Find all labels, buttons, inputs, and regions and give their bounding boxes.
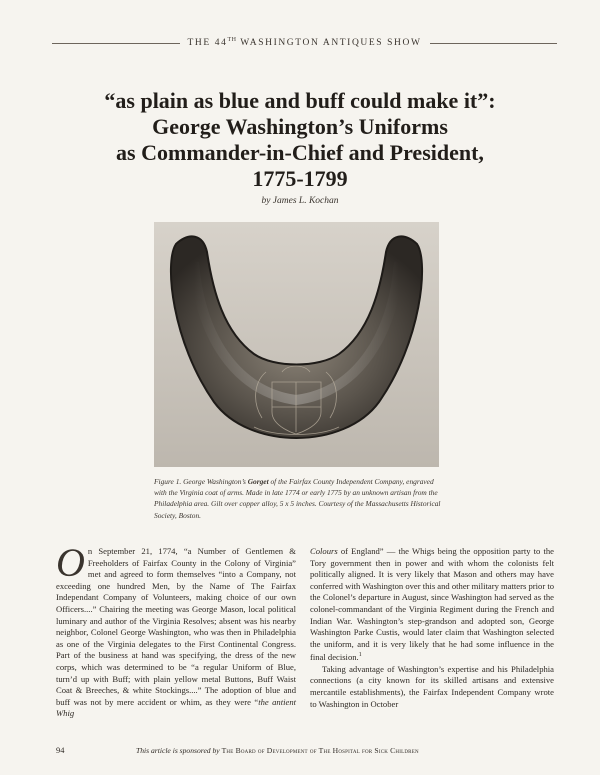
page-number: 94 bbox=[56, 746, 65, 755]
title-line-2: George Washington’s Uniforms bbox=[152, 114, 448, 139]
article-column-right bbox=[310, 546, 554, 710]
title-line-4: 1775-1799 bbox=[252, 166, 348, 191]
paragraph-2: Taking advantage of Washington’s expertise and his Philadelphia connections (a city known for its skilled artisans and extensive mercantile establishments), the Fairfax Independent Company wrote to Washington in October bbox=[310, 663, 554, 709]
byline: by James L. Kochan bbox=[261, 196, 339, 206]
figure-caption bbox=[154, 476, 444, 521]
header-rule-left bbox=[52, 43, 180, 44]
gorget-image bbox=[154, 222, 439, 467]
header-post: WASHINGTON ANTIQUES SHOW bbox=[236, 38, 422, 49]
caption-gorget: Gorget bbox=[247, 477, 269, 486]
title-line-1: “as plain as blue and buff could make it”: bbox=[104, 88, 496, 113]
paragraph-1-cont-text: of England” — the Whigs being the opposition party to the Tory government then in power and with whom the colonists felt politically aligned. It is very likely that Mason and others may have conferred with Washington over this and other military matters prior to the Colonel’s departure in August, since Washington had served as the colonel-commandant of the Virginia Regiment during the French and Indian War. Washington’s step-grandson and adopted son, George Washington Parke Custis, would later claim that Washington selected the uniform, and it is very likely that he had some influence in the final decision. bbox=[310, 546, 555, 663]
paragraph-1-text: n September 21, 1774, “a Number of Gentlemen & Freeholders of Fairfax County in the Colony of Virginia” met and agreed to form themselves “into a Company, not exceeding one hundred Men, by the Name of The Fairfax Independant Company of Volunteers, making choice of our own Officers....” Chairing the meeting was George Mason, local political luminary and author of the Virginia Resolves; absent was his nearby neighbor, Colonel George Washington, who was then in Philadelphia as one of the Virginia delegates to the First Continental Congress. Part of the business at hand was specifying, the dress of the new corps, which was determined to be “a regular Uniform of Blue, turn’d up with Buff; with plain yellow metal Buttons, Buff Waist Coat & Breeches, & white Stockings....” The adoption of blue and buff was not by mere accident or whim, as they were “ bbox=[56, 546, 296, 707]
article-column-left bbox=[56, 540, 297, 720]
credit-text: This article is sponsored by bbox=[136, 746, 222, 755]
paragraph-1-cont-italic: Colours bbox=[310, 546, 338, 556]
paragraph-1-continued bbox=[310, 546, 554, 664]
page-footer bbox=[56, 746, 556, 758]
header-rule-right bbox=[430, 43, 558, 44]
title-line-3: as Commander-in-Chief and President, bbox=[116, 140, 484, 165]
paragraph-1 bbox=[56, 540, 297, 720]
article-title bbox=[60, 88, 540, 192]
drop-cap: O bbox=[56, 540, 85, 585]
header-title bbox=[188, 37, 422, 48]
footnote-marker: 1 bbox=[358, 652, 362, 659]
sponsor-credit bbox=[136, 746, 419, 755]
caption-lead: Figure 1. George Washington’s bbox=[154, 477, 248, 486]
gorget-photo bbox=[154, 222, 439, 467]
running-header bbox=[52, 36, 557, 50]
credit-sponsor: The Board of Development of The Hospital for Sick Children bbox=[221, 746, 419, 755]
header-ordinal: TH bbox=[227, 37, 237, 44]
paragraph-1-italic: the antient Whig bbox=[56, 696, 297, 719]
header-pre: THE 44 bbox=[187, 38, 228, 49]
caption-rest: of the Fairfax County Independent Company, engraved with the Virginia coat of arms. Made in late 1774 or early 1775 by an unknown artisan from the Philadelphia area. Gilt over copper alloy, 5 x 5 inches. Courtesy of the Massachusetts Historical Society, Boston. bbox=[154, 477, 441, 520]
